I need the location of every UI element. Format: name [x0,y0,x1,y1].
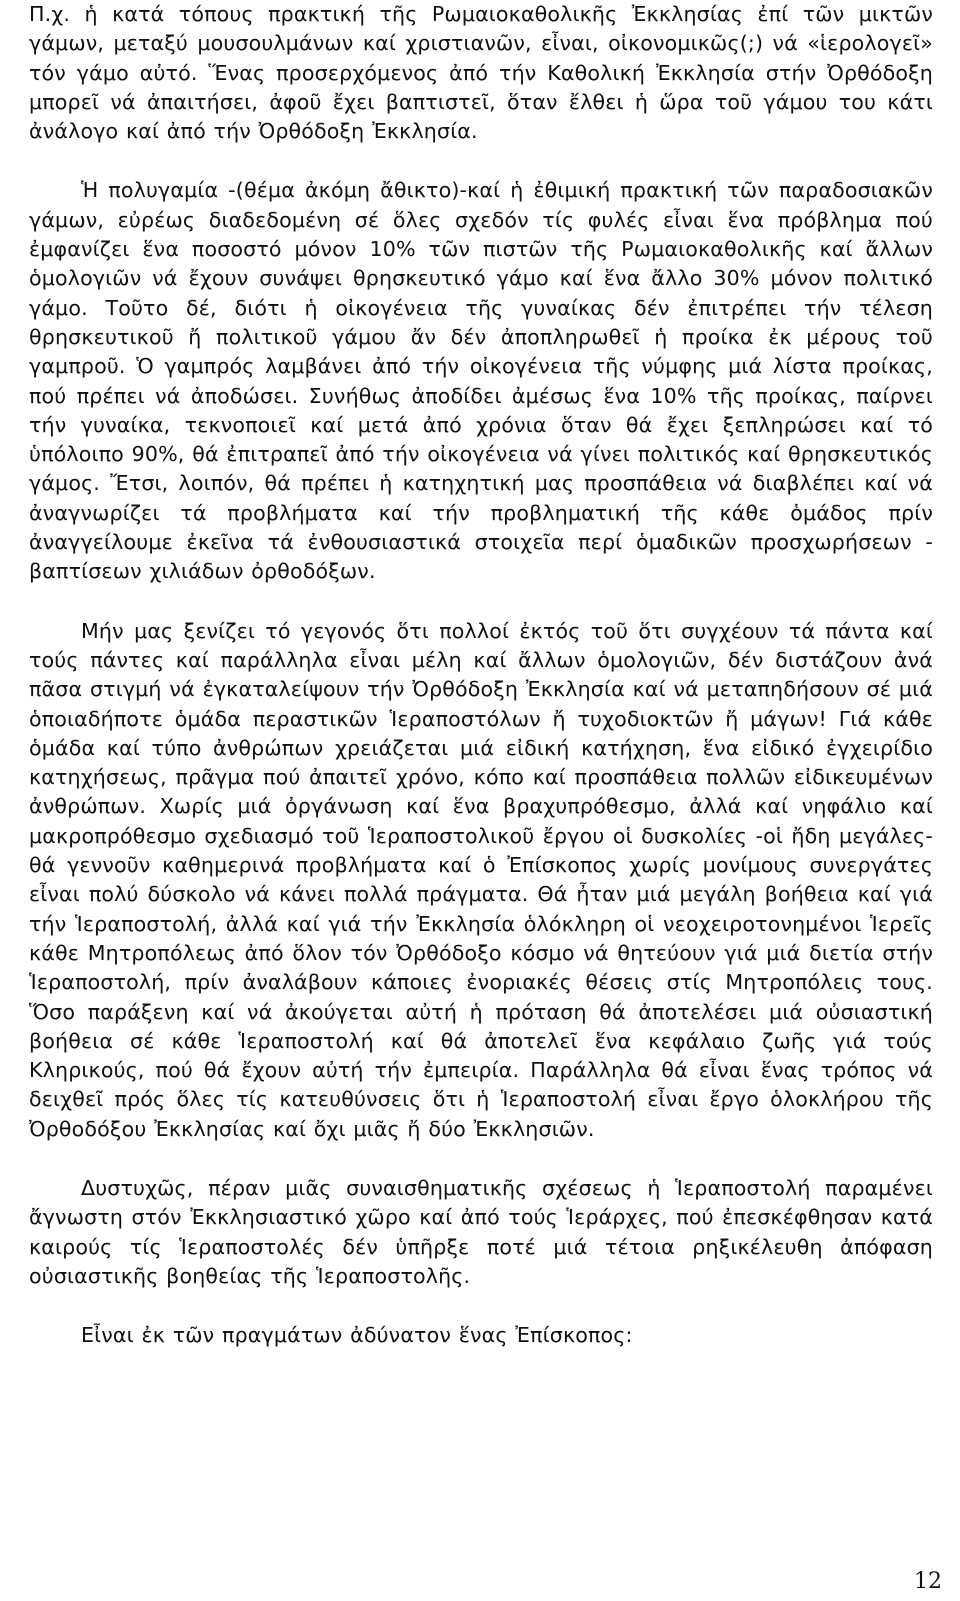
page-number: 12 [914,1569,942,1594]
paragraph-bishop-intro: Εἶναι ἐκ τῶν πραγμάτων ἀδύνατον ἕνας Ἐπίσκοπος: [81,1323,633,1348]
paragraph-unknown-mission: Δυστυχῶς, πέραν μιᾶς συναισθηματικῆς σχέσεως ἡ Ἱεραποστολή παραμένει ἄγνωστη στόν Ἐκκλησιαστικό χῶρο καί ἀπό τούς Ἱεράρχες, πού ἐπεσκέφθησαν κατά καιρούς τίς Ἱεραποστολές δέν ὑπῆρξε ποτέ μιά τέτοια ρηξικέλευθη ἀπόφαση οὐσιαστικῆς βοηθείας τῆς Ἱεραποστολῆς. [29,1175,933,1288]
document-page [29,0,933,1350]
paragraph-mission-organization: Μήν μας ξενίζει τό γεγονός ὅτι πολλοί ἐκτός τοῦ ὅτι συγχέουν τά πάντα καί τούς πάντες καί παράλληλα εἶναι μέλη καί ἄλλων ὁμολογιῶν, δέν διστάζουν ἀνά πᾶσα στιγμή νά ἐγκαταλείψουν τήν Ὀρθόδοξη Ἐκκλησία καί νά μεταπηδήσουν σέ μιά ὁποιαδήποτε ὁμάδα περαστικῶν Ἱεραποστόλων ἤ τυχοδιοκτῶν ἤ μάγων! Γιά κάθε ὁμάδα καί τύπο ἀνθρώπων χρειάζεται μιά εἰδική κατήχηση, ἕνα εἰδικό ἐγχειρίδιο κατηχήσεως, πρᾶγμα πού ἀπαιτεῖ χρόνο, κόπο καί προσπάθεια πολλῶν εἰδικευμένων ἀνθρώπων. Χωρίς μιά ὀργάνωση καί ἕνα βραχυπρόθεσμο, ἀλλά καί νηφάλιο καί μακροπρόθεσμο σχεδιασμό τοῦ Ἱεραποστολικοῦ ἔργου οἱ δυσκολίες -οἱ ἤδη μεγάλες- θά γεννοῦν καθημερινά προβλήματα καί ὁ Ἐπίσκοπος χωρίς μονίμους συνεργάτες εἶναι πολύ δύσκολο νά κάνει πολλά πράγματα. Θά ἦταν μιά μεγάλη βοήθεια καί γιά τήν Ἱεραποστολή, ἀλλά καί γιά τήν Ἐκκλησία ὁλόκληρη οἱ νεοχειροτονημένοι Ἱερεῖς κάθε Μητροπόλεως ἀπό ὅλον τόν Ὀρθόδοξο κόσμο νά θητεύουν γιά μιά διετία στήν Ἱεραποστολή, πρίν ἀναλάβουν κάποιες ἐνοριακές θέσεις στίς Μητροπόλεις τους. Ὅσο παράξενη καί νά ἀκούγεται αὐτή ἡ πρόταση θά ἀποτελέσει μιά οὐσιαστική βοήθεια σέ κάθε Ἱεραποστολή καί θά ἀποτελεῖ ἕνα κεφάλαιο ζωῆς γιά τούς Κληρικούς, πού θά ἔχουν αὐτή τήν ἐμπειρία. Παράλληλα θά εἶναι ἕνας τρόπος νά δειχθεῖ πρός ὅλες τίς κατευθύνσεις ὅτι ἡ Ἱεραποστολή εἶναι ἔργο ὁλοκλήρου τῆς Ὀρθοδόξου Ἐκκλησίας καί ὄχι μιᾶς ἤ δύο Ἐκκλησιῶν. [29,618,933,1141]
paragraph-polygamy: Ἡ πολυγαμία -(θέμα ἀκόμη ἄθικτο)-καί ἡ ἐθιμική πρακτική τῶν παραδοσιακῶν γάμων, εὐρέως διαδεδομένη σέ ὅλες σχεδόν τίς φυλές εἶναι ἕνα πρόβλημα πού ἐμφανίζει ἕνα ποσοστό μόνον 10% τῶν πιστῶν τῆς Ρωμαιοκαθολικῆς καί ἄλλων ὁμολογιῶν νά ἔχουν συνάψει θρησκευτικό γάμο καί ἕνα ἄλλο 30% μόνον πολιτικό γάμο. Τοῦτο δέ, διότι ἡ οἰκογένεια τῆς γυναίκας δέν ἐπιτρέπει τήν τέλεση θρησκευτικοῦ ἤ πολιτικοῦ γάμου ἄν δέν ἀποπληρωθεῖ ἡ προίκα ἐκ μέρους τοῦ γαμπροῦ. Ὁ γαμπρός λαμβάνει ἀπό τήν οἰκογένεια τῆς νύμφης μιά λίστα προίκας, πού πρέπει νά ἀποδώσει. Συνήθως ἀποδίδει ἀμέσως ἕνα 10% τῆς προίκας, παίρνει τήν γυναίκα, τεκνοποιεῖ καί μετά ἀπό χρόνια ὅταν θά ἔχει ξεπληρώσει καί τό ὑπόλοιπο 90%, θά ἐπιτραπεῖ ἀπό τήν οἰκογένεια νά γίνει πολιτικός καί θρησκευτικός γάμος. Ἔτσι, λοιπόν, θά πρέπει ἡ κατηχητική μας προσπάθεια νά διαβλέπει καί νά ἀναγνωρίζει τά προβλήματα καί τήν προβληματική τῆς κάθε ὁμάδος πρίν ἀναγγείλουμε ἐκεῖνα τά ἐνθουσιαστικά στοιχεῖα περί ὁμαδικῶν προσχωρήσεων - βαπτίσεων χιλιάδων ὀρθοδόξων. [29,178,933,584]
paragraph-mixed-marriages: Π.χ. ἡ κατά τόπους πρακτική τῆς Ρωμαιοκαθολικῆς Ἐκκλησίας ἐπί τῶν μικτῶν γάμων, μεταξύ μουσουλμάνων καί χριστιανῶν, εἶναι, οἰκονομικῶς(;) νά «ἱερολογεῖ» τόν γάμο αὐτό. Ἕνας προσερχόμενος ἀπό τήν Καθολική Ἐκκλησία στήν Ὀρθόδοξη μπορεῖ νά ἀπαιτήσει, ἀφοῦ ἔχει βαπτιστεῖ, ὅταν ἔλθει ἡ ὥρα τοῦ γάμου του κάτι ἀνάλογο καί ἀπό τήν Ὀρθόδοξη Ἐκκλησία. [29,2,933,144]
